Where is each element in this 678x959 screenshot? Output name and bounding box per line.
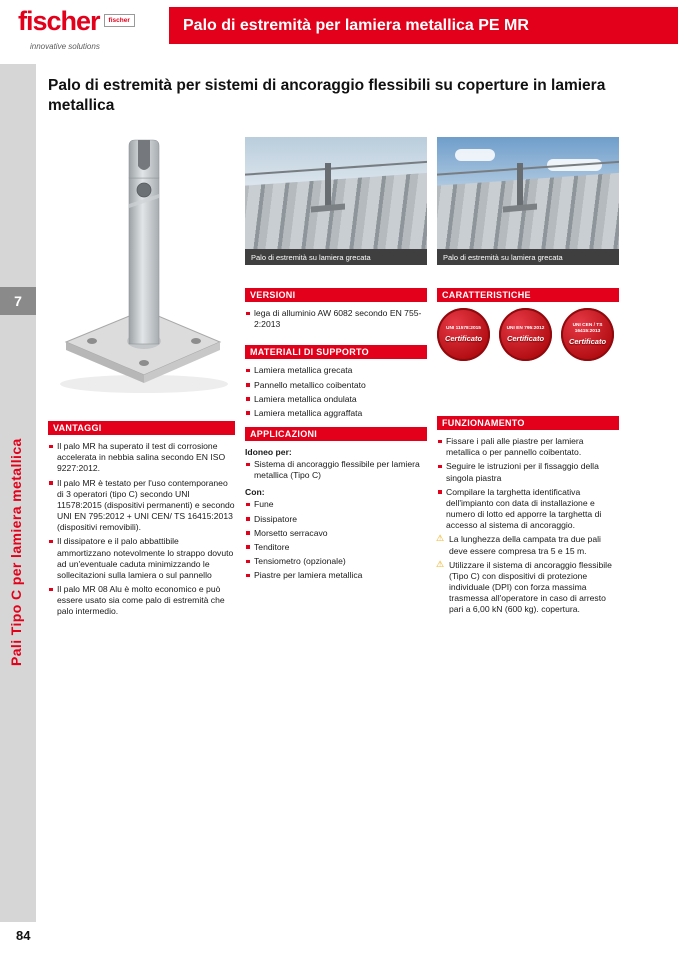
- product-photo-1: [245, 137, 427, 265]
- badge-label: Certificato: [444, 333, 483, 343]
- photo-caption: Palo di estremità su lamiera grecata: [437, 249, 619, 265]
- funzionamento-list: [437, 436, 619, 616]
- section-heading-funzionamento: FUNZIONAMENTO: [437, 416, 619, 430]
- page-number: 84: [16, 928, 31, 943]
- list-item: Il palo MR ha superato il test di corrosione accelerata in nebbia salina secondo EN ISO 9227:2012.: [48, 441, 235, 475]
- list-item: Seguire le istruzioni per il fissaggio della singola piastra: [437, 461, 619, 483]
- applicazioni-subhead-with: Con:: [245, 487, 265, 498]
- section-applicazioni: [245, 427, 427, 581]
- list-item: Il palo MR 08 Alu è molto economico e può essere usato sia come palo di estremità che palo intermedio.: [48, 584, 235, 618]
- list-item: Tensiometro (opzionale): [245, 556, 427, 567]
- list-item: Piastre per lamiera metallica: [245, 570, 427, 581]
- list-item: Lamiera metallica grecata: [245, 365, 427, 376]
- section-funzionamento: [437, 416, 619, 616]
- list-item: Compilare la targhetta identificativa dell'impianto con data di installazione e numero di lotto ed apporre la targhetta di accesso al sistema di ancoraggio.: [437, 487, 619, 532]
- section-materiali: [245, 345, 427, 419]
- badge-norm-text: UNI EN 795:2012: [506, 326, 545, 332]
- section-heading-vantaggi: VANTAGGI: [48, 421, 235, 435]
- section-heading-caratteristiche: CARATTERISTICHE: [437, 288, 619, 302]
- list-item: Il dissipatore e il palo abbattibile ammortizzano notevolmente lo strappo dovuto ad un'eventuale caduta minimizzando le sollecitazioni sulla lamiera o sul pannello: [48, 536, 235, 581]
- certification-badges: [437, 308, 619, 361]
- list-item: Sistema di ancoraggio flessibile per lamiera metallica (Tipo C): [245, 459, 427, 481]
- roof-photo-image: [245, 137, 427, 249]
- anchor-post-graphic: [325, 163, 331, 209]
- list-item: Dissipatore: [245, 514, 427, 525]
- list-item: Tenditore: [245, 542, 427, 553]
- vantaggi-list: [48, 441, 235, 618]
- product-render-illustration: [48, 132, 235, 414]
- list-item: Lamiera metallica ondulata: [245, 394, 427, 405]
- banner-title: Palo di estremità per lamiera metallica PE MR: [183, 16, 529, 34]
- chapter-number-tab: 7: [0, 287, 36, 315]
- list-item: Morsetto serracavo: [245, 528, 427, 539]
- certification-badge: [499, 308, 552, 361]
- section-heading-versioni: VERSIONI: [245, 288, 427, 302]
- column-middle: [245, 137, 427, 584]
- warning-icon: ⚠: [436, 533, 445, 544]
- photo-caption: Palo di estremità su lamiera grecata: [245, 249, 427, 265]
- versioni-list: [245, 308, 427, 330]
- cloud-graphic: [455, 149, 495, 161]
- list-item-warning: [437, 560, 619, 616]
- section-versioni: [245, 288, 427, 330]
- fischer-logo: [18, 8, 135, 35]
- section-heading-applicazioni: APPLICAZIONI: [245, 427, 427, 441]
- badge-label: Certificato: [506, 333, 545, 343]
- warning-text: La lunghezza della campata tra due pali deve essere compresa tra 5 e 15 m.: [449, 534, 601, 556]
- fischer-logo-text: fischer: [18, 6, 100, 36]
- section-heading-materiali: MATERIALI DI SUPPORTO: [245, 345, 427, 359]
- badge-norm-text: UNI CEN / TS 16415:2013: [572, 323, 603, 334]
- list-item-warning: [437, 534, 619, 556]
- applicazioni-subhead-suitable: Idoneo per:: [245, 447, 292, 458]
- column-left: [48, 132, 235, 621]
- warning-icon: ⚠: [436, 558, 445, 569]
- list-item: Il palo MR è testato per l'uso contemporaneo di 3 operatori (tipo C) secondo UNI 11578:2015 (dispositivi permanenti) e secondo UNI EN 795:2012 + UNI CEN/ TS 16415:2013 (dispositivi removibili).: [48, 478, 235, 534]
- list-item: Lamiera metallica aggraffata: [245, 408, 427, 419]
- product-photo-2: [437, 137, 619, 265]
- list-item: lega di alluminio AW 6082 secondo EN 755-2:2013: [245, 308, 427, 330]
- column-right: [437, 137, 619, 619]
- warning-text: Utilizzare il sistema di ancoraggio flessibile (Tipo C) con dispositivi di protezione individuale (DPI) con forza massima trasmessa all'operatore in caso di arresto pari a 6,00 kN (600 kg). copertura.: [449, 559, 612, 615]
- certification-badge: [561, 308, 614, 361]
- page-header-banner: [169, 7, 678, 44]
- anchor-post-graphic: [517, 163, 523, 209]
- applicazioni-with-list: [245, 499, 427, 581]
- badge-norm-text: UNI 11578:2015: [446, 326, 481, 332]
- list-item: Pannello metallico coibentato: [245, 380, 427, 391]
- chapter-vertical-title: Pali Tipo C per lamiera metallica: [8, 438, 24, 666]
- section-caratteristiche: [437, 288, 619, 361]
- page-title: Palo di estremità per sistemi di ancoraggio flessibili su coperture in lamiera metallica: [48, 77, 606, 114]
- materiali-list: [245, 365, 427, 419]
- fischer-logo-box: fischer: [104, 14, 135, 27]
- chapter-sidebar: [0, 64, 36, 922]
- certification-badge: [437, 308, 490, 361]
- roof-photo-image: [437, 137, 619, 249]
- badge-label: Certificato: [568, 336, 607, 346]
- applicazioni-suitable-list: [245, 459, 427, 481]
- list-item: Fune: [245, 499, 427, 510]
- section-vantaggi: [48, 421, 235, 618]
- logo-tagline: innovative solutions: [30, 42, 100, 51]
- anchor-cable-graphic: [245, 160, 427, 175]
- list-item: Fissare i pali alle piastre per lamiera metallica o per pannello coibentato.: [437, 436, 619, 458]
